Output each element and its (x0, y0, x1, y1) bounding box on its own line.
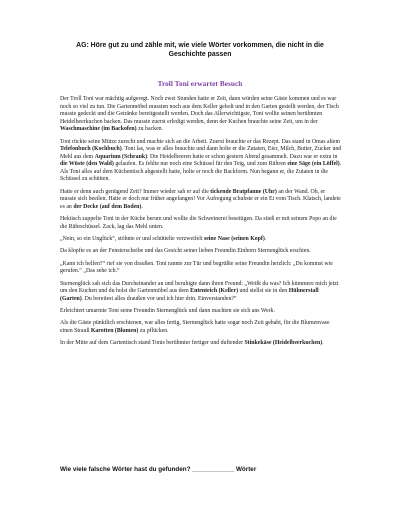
highlighted-word: Ententeich (Keller) (190, 288, 239, 295)
text: gelaufen. Es fehlte nur noch eine Schüssel für den Teig, und zum Rühren (113, 161, 288, 168)
text: . Die Heidelbeeren hatte er schon gestern Abend gesammelt. Dazu war er extra in (147, 153, 338, 160)
highlighted-word: Stinkekäse (Heidelbeerkuchen) (244, 340, 323, 347)
highlighted-word: eine Säge (ein Löffel) (287, 161, 340, 168)
task-instruction (58, 41, 342, 59)
paragraph-8 (60, 281, 342, 304)
text: Toni rückte seine Mütze zurecht und machte sich an die Arbeit. Zuerst brauchte er das Rezept. Das stand in Omas altem (60, 138, 340, 145)
text: zu pflücken. (138, 327, 169, 334)
text: . (322, 340, 324, 347)
text: Hatte er denn auch genügend Zeit? Immer wieder sah er auf die (60, 188, 211, 195)
highlighted-word: Karotten (Blumen) (90, 327, 139, 334)
highlighted-word: Aquarium (Schrank) (94, 153, 148, 160)
paragraph-1 (60, 96, 342, 134)
paragraph-5 (60, 236, 342, 244)
highlighted-word: tickende Bratpfanne (Uhr) (210, 188, 277, 195)
highlighted-word: Hühnerstall (Garten) (60, 288, 319, 302)
highlighted-word: die Wüste (den Wald) (60, 161, 114, 168)
story-body (60, 96, 342, 353)
text: Als die Gäste pünktlich erschienen, war alles fertig, Sternenglück hatte sogar noch Zeit gehabt, für die Blumenvase einen Strauß (60, 320, 330, 334)
text: . Toni las, was er alles brauchte und dann holte er die Zutaten, Eier, Milch, Butter, Zucker und Mehl aus dem (60, 146, 342, 160)
text: zu backen. (136, 126, 164, 133)
text: und stellst sie in den (238, 288, 289, 295)
text: Der Troll Toni war mächtig aufgeregt. Noch zwei Stunden hatte er Zeit, dann würden seine Gäste kommen und es war noch so viel zu tun. Die Gartenmöbel mussten noch aus dem Keller geholt und in den Garten gestellt werden, der Tisch musste gedeckt und die Getränke bereitgestellt werden. Doch das Allerwichtigste, Toni wollte seinen berühmten Heidelbeerkuchen backen. Das musste zuerst erledigt werden, denn der Kuchen brauchte seine Zeit, um in der (60, 96, 339, 125)
paragraph-7: „Kann ich helfen?“ rief sie von draußen. Toni rannte zur Tür und begrüßte seine Freundin herzlich: „Du kommst wie gerufen.“ „Das sehe ich.“ (60, 260, 333, 275)
highlighted-word: seine Nase (seinen Kopf) (203, 235, 265, 242)
task-line-1: AG: Höre gut zu und zähle mit, wie viele Wörter vorkommen, die nicht in die (76, 42, 324, 49)
text: . (264, 235, 267, 242)
answer-question: Wie viele falsche Wörter hast du gefunden? ____________ Wörter (60, 466, 257, 473)
paragraph-6: Da klopfte es an der Fensterscheibe und das Gesicht seiner lieben Freundin Einhorn Sternenglück erschien. (60, 248, 311, 255)
highlighted-word: Waschmaschine (im Backofen) (60, 126, 137, 133)
paragraph-9: Erleichtert umarmte Toni seine Freundin Sternenglück und dann machten sie sich ans Werk. (60, 307, 275, 314)
highlighted-word: der Decke (auf dem Boden) (73, 203, 142, 210)
text: . Du bereitest alles draußen vor und ich hier drin. Einverstanden?“ (81, 295, 237, 302)
highlighted-word: Telefonbuch (Kochbuch) (60, 146, 122, 153)
task-line-2: Geschichte passen (168, 51, 232, 58)
text: In der Mitte auf dem Gartentisch stand Tonis berühmter fertiger und duftender (60, 340, 245, 347)
text: Sternenglück sah sich das Durcheinander an und beruhigte dann ihren Freund: „Weißt du was? Ich kümmere mich jetzt um den Kuchen und du holst die Gartenmöbel aus dem (60, 280, 339, 295)
paragraph-4: Hektisch zappelte Toni in der Küche herum und wollte die Schweinerei beseitigen. Da stieß er mit seinem Popo an die die Rührschüssel. Zack, lag das Mehl unten. (60, 216, 337, 230)
text: „Nein, so ein Unglück“, stöhnte er und schüttelte verzweifelt (60, 235, 204, 242)
paragraph-3 (60, 189, 342, 212)
story-title: Troll Toni erwartet Besuch (157, 80, 243, 88)
paragraph-11 (60, 340, 342, 348)
paragraph-10 (60, 320, 342, 335)
text: an der Wand. Oh, er musste sich beeilen. Hatte er doch nur früher angefangen! Vor Aufregung schubste er ein Ei vom Tisch. Klatsch, landete es an (60, 188, 341, 210)
text: . Als Toni alles auf dem Küchentisch abgestellt hatte, holte er noch die Backform. Nun begann er, die Zutaten in die Schüssel zu schütten. (60, 161, 342, 183)
paragraph-2 (60, 139, 342, 184)
text: . (141, 203, 143, 210)
